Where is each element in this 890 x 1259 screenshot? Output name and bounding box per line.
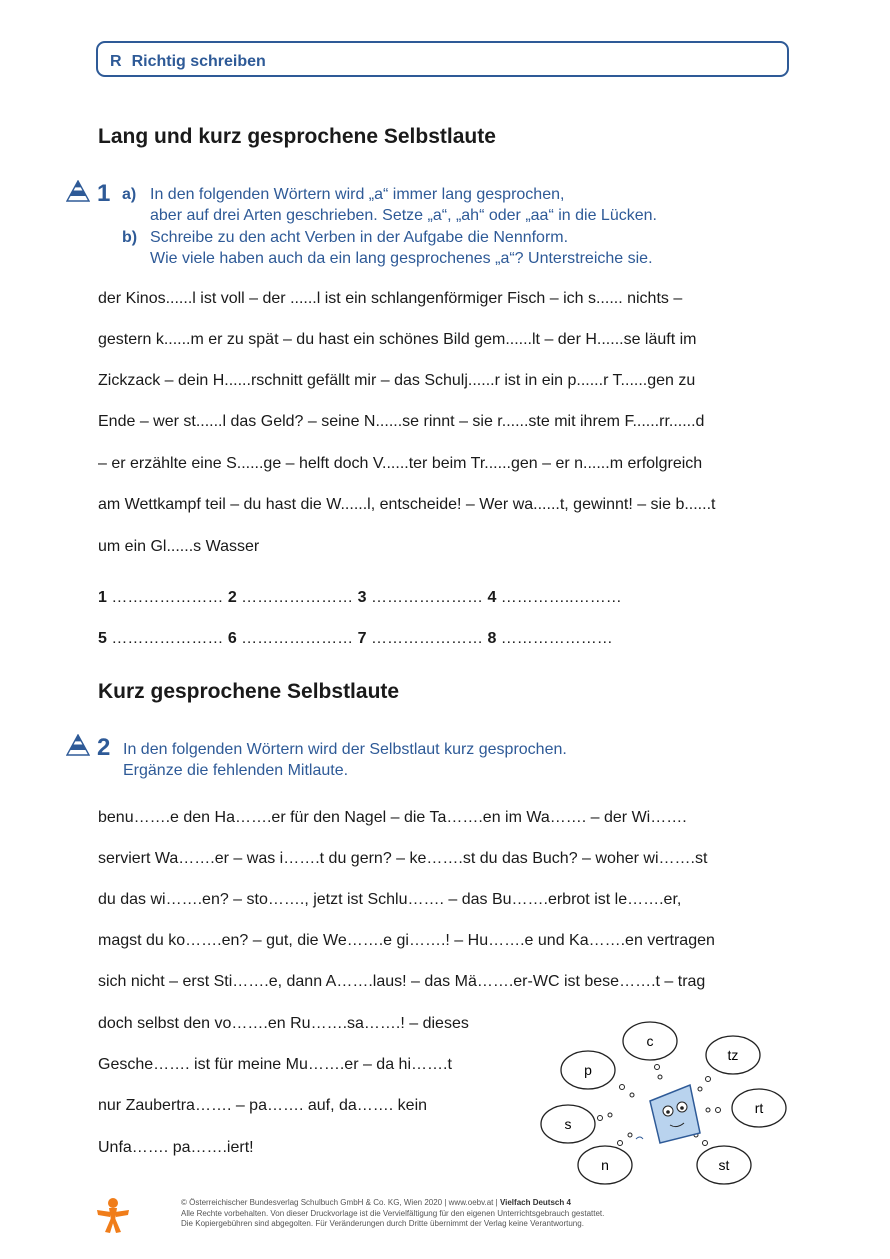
answer-blank[interactable]: ………………… [500,630,613,647]
task2-number: 2 [97,734,111,761]
footer-line: Alle Rechte vorbehalten. Von dieser Druckvorlage ist die Vervielfältigung für den eigenen Unterrichtsgebrauch gestattet. [181,1208,605,1218]
answer-blank[interactable]: …………..……… [500,589,622,606]
task1-instruction-b [150,228,653,269]
difficulty-pyramid-icon [66,180,90,202]
bubble [623,1022,677,1060]
task2-text-line: Unfa……. pa…….iert! [98,1139,254,1156]
task1-label-b: b) [122,229,138,246]
task1-instruction-a [150,185,657,226]
bubble [541,1105,595,1143]
task1-number: 1 [97,180,111,207]
task2-text-line: magst du ko…….en? – gut, die We…….e gi…….! – Hu…….e und Ka…….en vertragen [98,932,715,949]
header-title: Richtig schreiben [131,53,266,70]
task1-text-line: der Kinos......l ist voll – der ......l ist ein schlangenförmiger Fisch – ich s...... nichts – [98,290,683,307]
instruction-line: aber auf drei Arten geschrieben. Setze „a“, „ah“ oder „aa“ in die Lücken. [150,206,657,224]
answer-number: 3 [357,589,367,606]
bubble [561,1051,615,1089]
answer-number: 1 [98,589,107,606]
task2-text-line: du das wi…….en? – sto……., jetzt ist Schlu……. – das Bu…….erbrot ist le…….er, [98,891,682,908]
publisher-logo-icon [95,1196,131,1234]
footer-copyright: © Österreichischer Bundesverlag Schulbuch GmbH & Co. KG, Wien 2020 | www.oebv.at | [181,1198,500,1207]
task2-text-line: nur Zaubertra……. – pa……. auf, da……. kein [98,1097,428,1114]
answer-blank[interactable]: ………………… [111,630,224,647]
answer-number: 6 [227,630,237,647]
bubble [706,1036,760,1074]
thought-bubbles-illustration [540,1015,800,1195]
bubble [697,1146,751,1184]
answer-blank[interactable]: ………………… [241,589,354,606]
footer-book-title: Vielfach Deutsch 4 [499,1198,571,1207]
task1-text-line: am Wettkampf teil – du hast die W......l, entscheide! – Wer wa......t, gewinnt! – sie b......t [98,496,716,513]
bubble-label: st [718,1157,730,1173]
header [110,53,266,71]
header-letter: R [110,53,122,70]
task1-text-line: Ende – wer st......l das Geld? – seine N......se rinnt – sie r......ste mit ihrem F......rr......d [98,413,705,430]
section1-title: Lang und kurz gesprochene Selbstlaute [98,125,496,148]
task1-text-line: um ein Gl......s Wasser [98,538,260,555]
answer-row [98,589,622,607]
bubble-label: n [601,1157,609,1173]
answer-blank[interactable]: ………………… [370,589,483,606]
footer-line [181,1198,604,1209]
bubble [732,1089,786,1127]
task1-text-line: gestern k......m er zu spät – du hast ein schönes Bild gem......lt – der H......se läuft im [98,331,697,348]
task2-text-line: doch selbst den vo…….en Ru…….sa…….! – dieses [98,1015,469,1032]
task2-text-line: Gesche……. ist für meine Mu…….er – da hi…….t [98,1056,452,1073]
answer-row [98,630,613,648]
answer-number: 5 [98,630,107,647]
task2-text-line: benu…….e den Ha…….er für den Nagel – die Ta…….en im Wa……. – der Wi……. [98,809,687,826]
answer-number: 2 [227,589,237,606]
section2-title: Kurz gesprochene Selbstlaute [98,680,400,703]
instruction-line: Ergänze die fehlenden Mitlaute. [123,761,349,779]
bubble-label: tz [727,1047,739,1063]
instruction-line: Schreibe zu den acht Verben in der Aufgabe die Nennform. [150,229,569,246]
bubble-label: s [564,1116,572,1132]
answer-blank[interactable]: ………………… [111,589,224,606]
bubble-label: p [584,1062,592,1078]
task2-instruction [123,740,567,781]
instruction-line: In den folgenden Wörtern wird „a“ immer lang gesprochen, [150,186,565,203]
task1-label-a: a) [122,186,137,203]
answer-blank[interactable]: ………………… [370,630,483,647]
task2-text-line: sich nicht – erst Sti…….e, dann A…….laus! – das Mä…….er-WC ist bese…….t – trag [98,973,706,990]
footer [181,1198,604,1230]
bubble-label: c [646,1033,654,1049]
answer-number: 4 [487,589,497,606]
instruction-line: Wie viele haben auch da ein lang gesprochenes „a“? Unterstreiche sie. [150,249,653,267]
answer-number: 7 [357,630,367,647]
task1-text-line: Zickzack – dein H......rschnitt gefällt mir – das Schulj......r ist in ein p......r T......gen zu [98,372,696,389]
answer-blank[interactable]: ………………… [241,630,354,647]
task2-text-line: serviert Wa…….er – was i…….t du gern? – ke…….st du das Buch? – woher wi…….st [98,850,708,867]
bubble [578,1146,632,1184]
difficulty-pyramid-icon [66,734,90,756]
task1-text-line: – er erzählte eine S......ge – helft doch V......ter beim Tr......gen – er n......m erfolgreich [98,455,703,472]
answer-number: 8 [487,630,497,647]
character-figure [636,1085,700,1143]
instruction-line: In den folgenden Wörtern wird der Selbstlaut kurz gesprochen. [123,741,567,758]
footer-line: Die Kopiergebühren sind abgegolten. Für Veränderungen durch Dritte übernimmt der Verlag keine Verantwortung. [181,1219,584,1228]
bubble-label: rt [754,1100,764,1116]
